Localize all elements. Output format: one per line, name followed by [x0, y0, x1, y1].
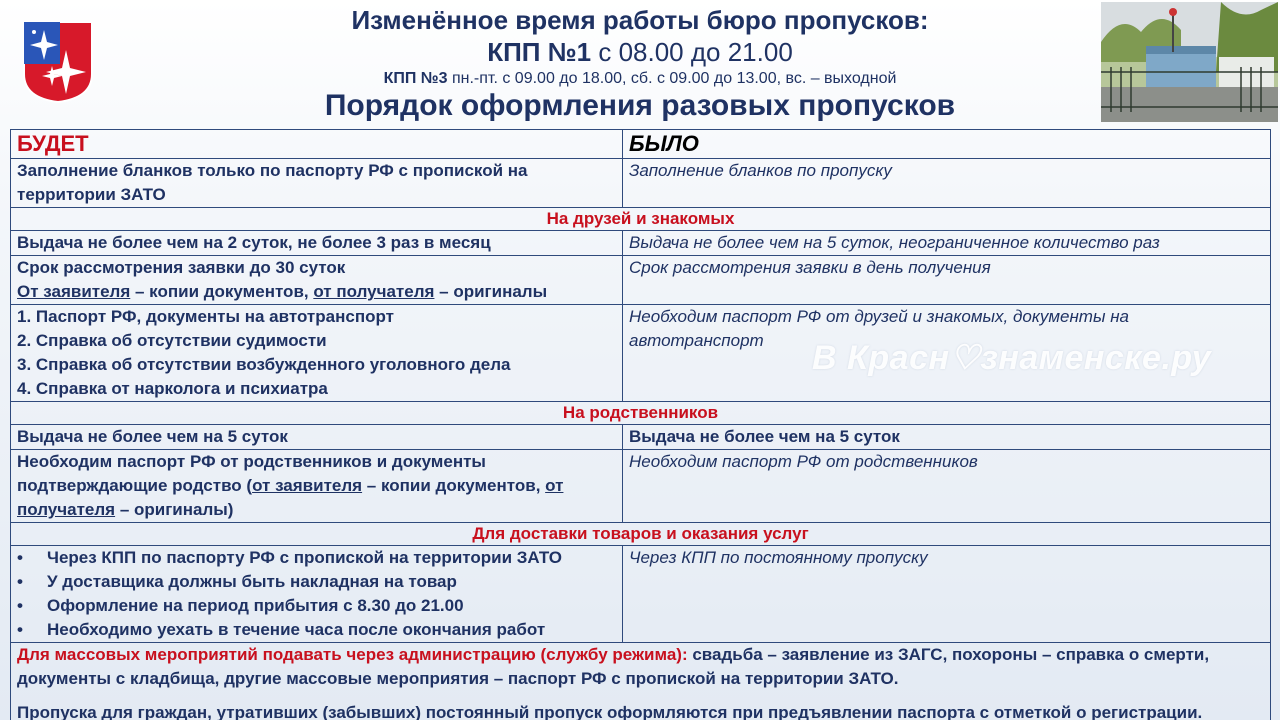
lost-pass-note: Пропуска для граждан, утративших (забывших) постоянный пропуск оформляются при предъявлении паспорта с отметкой о регистрации. — [17, 703, 1203, 720]
schedule-title: Изменённое время работы бюро пропусков: — [351, 5, 929, 35]
friends-docs-was: Необходим паспорт РФ от друзей и знакомых, документы на автотранспорт — [623, 305, 1271, 402]
applicant-label: от заявителя — [252, 476, 363, 495]
table-header-row — [11, 130, 1271, 159]
city-emblem-icon — [22, 20, 94, 104]
page-title: Порядок оформления разовых пропусков — [324, 89, 956, 122]
friends-docs-will-be — [11, 305, 623, 402]
delivery-was: Через КПП по постоянному пропуску — [623, 546, 1271, 643]
section-friends-title: На друзей и знакомых — [11, 208, 1271, 231]
footer-row — [11, 643, 1271, 720]
delivery-will-be — [11, 546, 623, 643]
section-relatives-title: На родственников — [11, 402, 1271, 425]
list-item: 2. Справка об отсутствии судимости — [17, 331, 327, 350]
kpp1-hours-text: с 08.00 до 21.00 — [591, 37, 793, 67]
relatives-docs-was: Необходим паспорт РФ от родственников — [623, 450, 1271, 523]
table-row — [11, 159, 1271, 208]
friends-duration-will-be: Выдача не более чем на 2 суток, не более 3 раз в месяц — [11, 231, 623, 256]
kpp3-label: КПП №3 — [383, 70, 448, 87]
relatives-docs-will-be — [11, 450, 623, 523]
friends-review-term: Срок рассмотрения заявки до 30 суток — [17, 258, 346, 277]
list-item: 3. Справка об отсутствии возбужденного уголовного дела — [17, 355, 511, 374]
table-row — [11, 450, 1271, 523]
footer-notes — [11, 643, 1271, 720]
mass-events-note — [17, 643, 1264, 691]
list-item: • У доставщика должны быть накладная на товар — [17, 570, 616, 594]
copies-text: – копии документов, — [130, 282, 314, 301]
column-was: БЫЛО — [623, 130, 1271, 159]
mass-events-label: Для массовых мероприятий подавать через администрацию (службу режима): — [17, 645, 688, 664]
kpp1-label: КПП №1 — [487, 37, 592, 67]
general-was: Заполнение бланков по пропуску — [623, 159, 1271, 208]
applicant-label: От заявителя — [17, 282, 131, 301]
list-item: • Необходимо уехать в течение часа после окончания работ — [17, 618, 616, 642]
recipient-label: от получателя — [313, 282, 435, 301]
table-row — [11, 231, 1271, 256]
recipient-label: от получателя — [17, 476, 564, 519]
list-item: 1. Паспорт РФ, документы на автотранспорт — [17, 307, 394, 326]
mass-events-text: свадьба – заявление из ЗАГС, похороны – справка о смерти, документы с кладбища, другие массовые мероприятия – паспорт РФ с пропиской на территории ЗАТО. — [17, 645, 1210, 688]
friends-review-was: Срок рассмотрения заявки в день получения — [623, 256, 1271, 305]
checkpoint-photo — [1101, 2, 1278, 122]
kpp3-hours — [200, 69, 1080, 89]
list-item: • Через КПП по паспорту РФ с пропиской на территории ЗАТО — [17, 546, 616, 570]
header — [0, 0, 1280, 124]
relatives-duration-will-be: Выдача не более чем на 5 суток — [11, 425, 623, 450]
section-row — [11, 402, 1271, 425]
table-row — [11, 256, 1271, 305]
originals-text: – оригиналы) — [115, 500, 234, 519]
copies-text: – копии документов, — [362, 476, 546, 495]
kpp3-hours-text: пн.-пт. с 09.00 до 18.00, сб. с 09.00 до 13.00, вс. – выходной — [447, 70, 897, 87]
section-row — [11, 523, 1271, 546]
originals-text: – оригиналы — [434, 282, 548, 301]
table-row — [11, 425, 1271, 450]
delivery-list — [17, 546, 616, 642]
pass-rules-table — [10, 129, 1271, 720]
relatives-duration-was: Выдача не более чем на 5 суток — [623, 425, 1271, 450]
kpp1-hours — [200, 36, 1080, 68]
list-item: • Оформление на период прибытия с 8.30 до 21.00 — [17, 594, 616, 618]
column-will-be: БУДЕТ — [11, 130, 623, 159]
general-will-be: Заполнение бланков только по паспорту РФ с пропиской на территории ЗАТО — [11, 159, 623, 208]
section-delivery-title: Для доставки товаров и оказания услуг — [11, 523, 1271, 546]
table-row — [11, 546, 1271, 643]
friends-duration-was: Выдача не более чем на 5 суток, неограниченное количество раз — [623, 231, 1271, 256]
relatives-docs-text: Необходим паспорт РФ от родственников и документы подтверждающие родство ( — [17, 452, 486, 495]
site-watermark: В Красн♡знаменске.ру — [812, 339, 1212, 377]
friends-review-docs — [17, 280, 616, 304]
section-row — [11, 208, 1271, 231]
list-item: 4. Справка от нарколога и психиатра — [17, 379, 328, 398]
friends-review-will-be — [11, 256, 623, 305]
